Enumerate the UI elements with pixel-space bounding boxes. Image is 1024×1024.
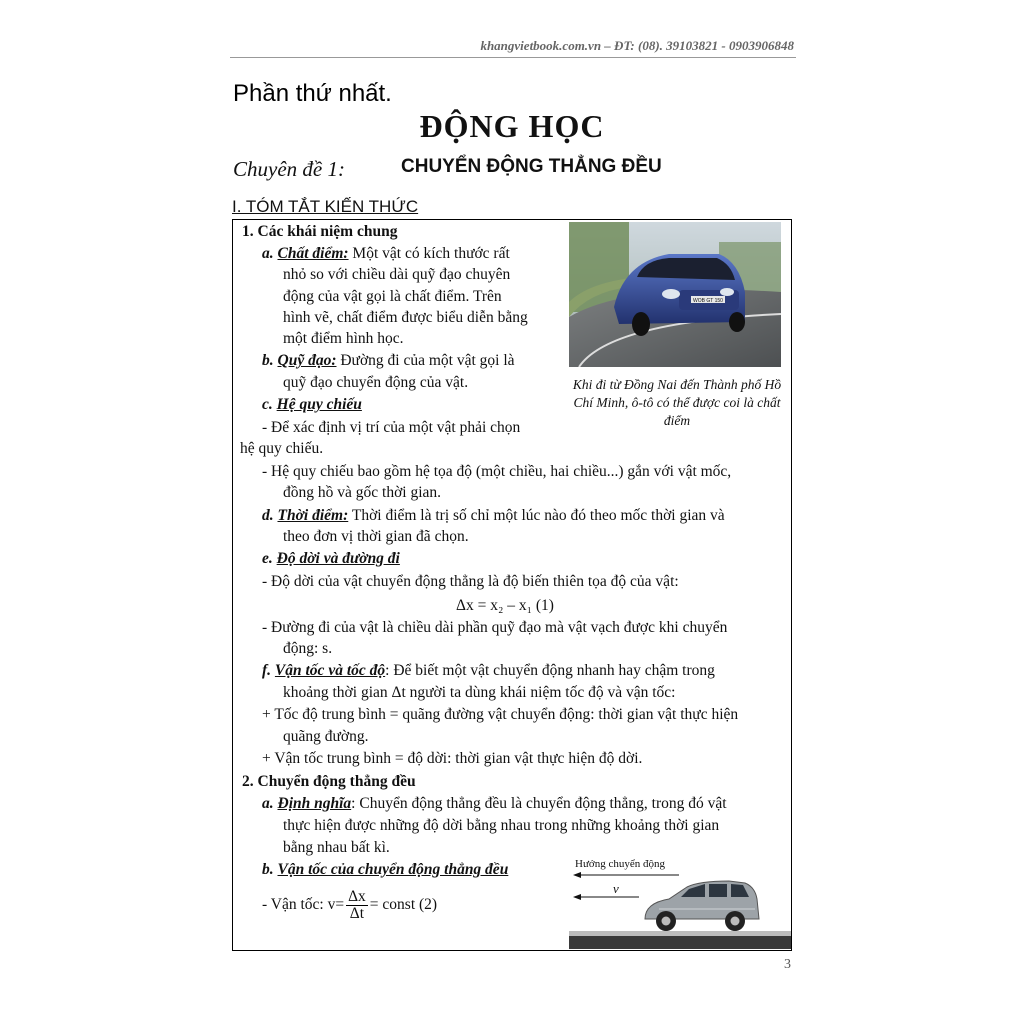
item-e-term: Độ dời và đường đi [276,550,400,567]
item-f-text: : Để biết một vật chuyển động nhanh hay chậm trong [385,662,715,679]
item-f-term: Vận tốc và tốc độ [274,662,386,679]
item-a-line-5: một điểm hình học. [283,330,404,347]
item-f-line-4: quãng đường. [283,728,369,745]
item-a-line-4: hình vẽ, chất điểm được biểu diễn bằng [283,309,528,326]
item-g-text: : Chuyển động thẳng đều là chuyển động thẳng, trong đó vật [351,795,727,812]
item-e-line-4: động: s. [283,640,333,657]
item-h-term: Vận tốc của chuyển động thẳng đều [277,861,509,878]
item-e-line-2: - Độ dời của vật chuyển động thẳng là độ biến thiên tọa độ của vật: [262,573,679,590]
formula-2-fraction [346,889,368,922]
item-c-line-2: - Để xác định vị trí của một vật phải chọn [262,419,521,436]
section-heading-text: I. TÓM TẮT KIẾN THỨC [232,197,419,216]
item-g-num: a. [262,795,274,812]
item-a-line-2: nhỏ so với chiều dài quỹ đạo chuyên [283,266,511,283]
part-label: Phần thứ nhất. [233,80,392,107]
fraction-denominator: Δt [349,904,365,922]
item-a-num: a. [262,245,274,262]
direction-label: Hướng chuyển động [575,858,665,870]
item-f-num: f. [262,662,272,679]
item-c-line-4: - Hệ quy chiếu bao gồm hệ tọa độ (một chiều, hai chiều...) gắn với vật mốc, [262,463,732,480]
page-number: 3 [784,957,791,972]
formula-2-suffix: = const (2) [369,896,438,913]
item-d-line-2: theo đơn vị thời gian đã chọn. [283,528,469,545]
section-heading [232,197,418,217]
section-1-title: 1. Các khái niệm chung [242,223,398,240]
motion-diagram [569,853,791,949]
item-c-line-3: hệ quy chiếu. [240,440,324,457]
item-b-line-2: quỹ đạo chuyển động của vật. [283,374,469,391]
topic-label: Chuyên đề 1: [233,157,345,181]
formula-1: Δx = x₂ – x₁ (1) [456,597,554,614]
item-f-line-2: khoảng thời gian Δt người ta dùng khái niệm tốc độ và vận tốc: [283,684,676,701]
item-d-line-1 [262,506,725,526]
item-b-line-1 [262,351,515,371]
item-g-line-2: thực hiện được những độ dời bằng nhau trong những khoảng thời gian [283,817,720,834]
item-b-term: Quỹ đạo: [277,352,337,369]
item-e-num: e. [262,550,273,567]
item-d-term: Thời điểm: [277,507,349,524]
header-contact: khangvietbook.com.vn – ĐT: (08). 39103821 - 0903906848 [480,38,794,53]
item-d-num: d. [262,507,274,524]
item-g-term: Định nghĩa [277,795,352,812]
item-g-line-1 [262,794,727,814]
item-e-line-3: - Đường đi của vật là chiều dài phần quỹ đạo mà vật vạch được khi chuyển [262,619,728,636]
section-2-title: 2. Chuyển động thẳng đều [242,773,416,790]
item-a-line-3: động của vật gọi là chất điểm. Trên [283,288,502,305]
item-a-term: Chất điểm: [277,245,349,262]
main-title: ĐỘNG HỌC [419,108,605,144]
item-f-line-5: + Vận tốc trung bình = độ dời: thời gian vật thực hiện độ dời. [262,750,643,767]
item-e-line-1 [262,549,400,569]
item-c-num: c. [262,396,273,413]
item-h-num: b. [262,861,274,878]
formula-2 [262,885,437,925]
item-b-text: Đường đi của một vật gọi là [336,352,515,369]
item-a-text: Một vật có kích thước rất [348,245,510,262]
item-b-num: b. [262,352,274,369]
header-rule [230,57,796,58]
item-c-line-1 [262,395,362,415]
item-g-line-3: bằng nhau bất kì. [283,839,390,856]
item-c-line-5: đồng hồ và gốc thời gian. [283,484,442,501]
item-f-line-1 [262,661,715,681]
velocity-label: v⃗ [613,881,629,896]
item-a-line-1 [262,244,510,264]
topic-title: CHUYỂN ĐỘNG THẲNG ĐỀU [401,156,662,177]
item-f-line-3: + Tốc độ trung bình = quãng đường vật chuyển động: thời gian vật thực hiện [262,706,739,723]
license-plate-text: WOB GT 150 [693,298,723,304]
car-photo [569,222,781,367]
fraction-numerator: Δx [348,887,366,905]
item-h-line-1 [262,860,508,880]
formula-2-prefix: - Vận tốc: v= [262,896,345,913]
item-c-term: Hệ quy chiếu [276,396,362,413]
item-d-text: Thời điểm là trị số chỉ một lúc nào đó theo mốc thời gian và [348,507,725,524]
photo-caption: Khi đi từ Đồng Nai đến Thành phố Hồ Chí Minh, ô-tô có thể được coi là chất điểm [572,377,782,428]
